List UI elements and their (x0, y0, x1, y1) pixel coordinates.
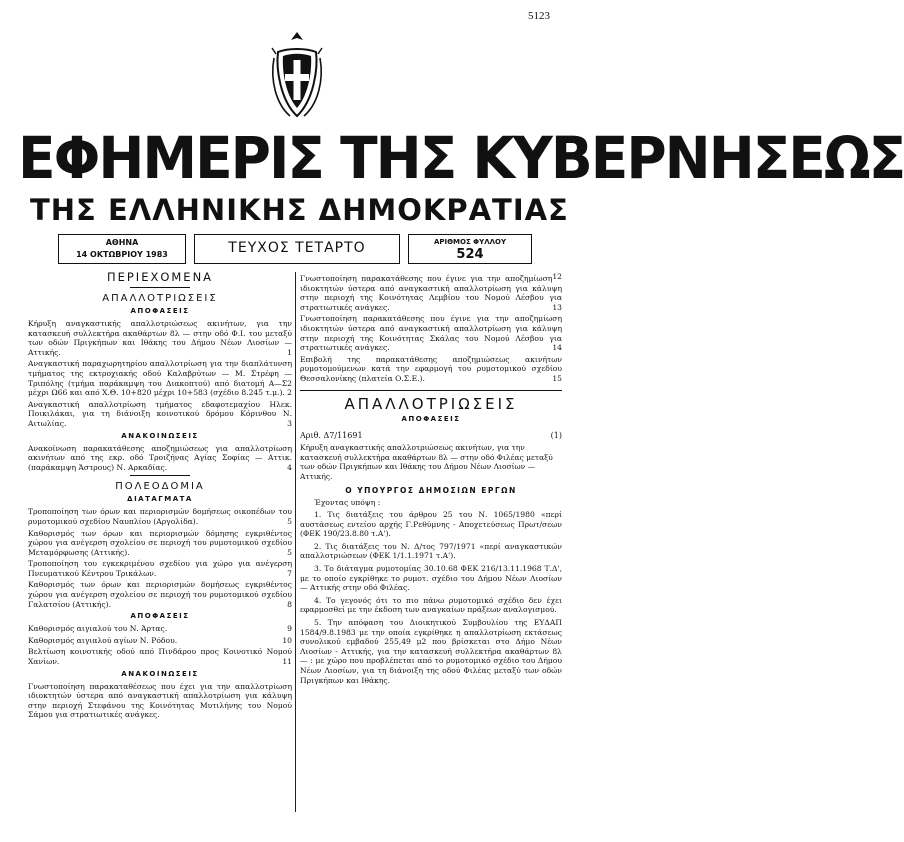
coat-of-arms-icon (270, 30, 324, 120)
contents-entry: Αναγκαστική απαλλοτρίωση τμήματος εδαφοτεμαχίου Ηλεκ. Ποικιλάκαι, για τη διάνοιξη κοινοτικού δρόμου Κόρινθου Ν. Αιτωλίας. 3 (28, 399, 292, 428)
page-ref: 9 (287, 624, 292, 634)
contents-entry: Γνωστοποίηση παρακατάθεσης που έγινε για την αποζημίωση ιδιοκτητών ύστερα από αναγκαστική απαλλοτρίωση για κάλυψη στην περιοχή της Κοινότητας Λεμβίου του Νομού Λέσβου για στρατιωτικές ανάγκες. 13 (300, 274, 562, 312)
page-ref: 8 (287, 599, 292, 609)
consideration-item: 4. Το γεγονός ότι το πιο πάνω ρυμοτομικό σχέδιο δεν έχει εφαρμοσθεί με την έκδοση των αναγκαίων πράξεων αναλογισμού. (300, 595, 562, 615)
decision-summary: Κήρυξη αναγκαστικής απαλλοτριώσεως ακινήτων, για την κατασκευή συλλεκτήρα ακαθάρτων 8λ — στην οδό Φιλέας μεταξύ των οδών Πριγκήπων και Ιθάκης του Δήμου Νέων Λιοσίων — Αττικής. (300, 443, 553, 481)
contents-entry: Ανακοίνωση παρακατάθεσης αποζημιώσεως για απαλλοτρίωση ακινήτων από της εκρ. οδό Τροιζήνας Αγίας Σοφίας — Αττικ. (παράκαμψη Άστρους) Ν. Αρκαδίας. 4 (28, 443, 292, 472)
divider (300, 390, 562, 391)
decision-reference (300, 431, 562, 441)
issue-label: ΤΕΥΧΟΣ ΤΕΤΑΡΤΟ (228, 240, 366, 256)
sheet-box (408, 234, 532, 264)
decision-number: Αριθ. Δ7/11691 (300, 430, 363, 440)
subsection-heading: ΑΠΟΦΑΣΕΙΣ (130, 612, 190, 621)
page-ref: 12 (552, 272, 562, 281)
consideration-item: 3. Το διάταγμα ρυμοτομίας 30.10.68 ΦΕΚ 216/13.11.1968 Τ.Δ', με το οποίο εγκρίθηκε το ρυμοτ. σχέδιο του Δήμου Νέων Λιοσίων — Αττικής στην οδό Φιλέας. (300, 564, 562, 593)
section-heading: ΠΟΛΕΟΔΟΜΙΑ (115, 481, 205, 493)
page-ref: 11 (282, 657, 292, 667)
date-box (58, 234, 186, 264)
authority-heading: Ο ΥΠΟΥΡΓΟΣ ΔΗΜΟΣΙΩΝ ΕΡΓΩΝ (345, 485, 517, 495)
contents-column (28, 270, 292, 722)
page-number: 5123 (528, 10, 550, 22)
divider (130, 287, 190, 288)
subsection-heading: ΑΠΟΦΑΣΕΙΣ (401, 414, 461, 423)
subsection-heading: ΑΝΑΚΟΙΝΩΣΕΙΣ (121, 669, 199, 678)
page-ref: 14 (552, 343, 562, 353)
subsection-heading: ΔΙΑΤΑΓΜΑΤΑ (127, 495, 193, 504)
divider (130, 475, 190, 476)
subsection-heading: ΑΠΟΦΑΣΕΙΣ (130, 307, 190, 315)
page-ref: 10 (282, 635, 292, 645)
contents-entry: Επιβολή της παρακατάθεσης αποζημιώσεως ακινήτων ρυμοτομούμενων κατά την εφαρμογή του ρυμοτομικού σχεδίου Θεσσαλονίκης (πλατεία Ο.Σ.Ε.). 15 (300, 354, 562, 383)
body-column (300, 272, 562, 688)
page-ref: 13 (552, 302, 562, 312)
page-ref: 4 (287, 462, 292, 472)
column-divider (295, 272, 296, 812)
page-ref: 5 (287, 547, 292, 557)
contents-entry: Καθορισμός των όρων και περιορισμών δόμησης εγκριθέντος χώρου για ανέγερση σχολείου σε περιοχή του ρυμοτομικού σχεδίου Μεταμόρφωσης (Αττικής). 5 (28, 528, 292, 557)
section-heading: ΑΠΑΛΛΟΤΡΙΩΣΕΙΣ (102, 293, 218, 304)
page-ref: 3 (287, 418, 292, 428)
contents-entry: Καθορισμός αιγιαλού αγίων Ν. Ρόδου. 10 (28, 635, 292, 645)
section-heading: ΑΠΑΛΛΟΤΡΙΩΣΕΙΣ (344, 394, 518, 413)
considerations-intro: Έχοντας υπόψη : (314, 497, 381, 507)
contents-entry: Καθορισμός των όρων και περιορισμών δομήσεως εγκριθέντος χώρου για ανέγερση σχολείου σε περιοχή του ρυμοτομικού σχεδίου Γαλατσίου (Αττικής). 8 (28, 580, 292, 609)
consideration-item: 1. Τις διατάξεις του άρθρου 25 του Ν. 1065/1980 «περί αυστάσεως εντείου αρχής Γ.Ρεθύμνης - Αποχετεύσεως Πρωτ/σεων (ΦΕΚ 190/23.8.80 τ.Α'). (300, 510, 562, 539)
page-ref: 2 (287, 388, 292, 398)
page-ref: 7 (287, 568, 292, 578)
subsection-heading: ΑΝΑΚΟΙΝΩΣΕΙΣ (121, 431, 199, 440)
contents-entry: Κήρυξη αναγκαστικής απαλλοτριώσεως ακινήτων, για την κατασκευή συλλεκτήρα ακαθάρτων 8λ — στην οδό Φ.Ι. του μεταξύ των οδών Πριγκήπων και Ιθάκης του Δήμου Νέων Λιοσίων — Αττικής. 1 (28, 319, 292, 357)
consideration-item: 5. Την απόφαση του Διοικητικού Συμβουλίου της ΕΥΔΑΠ 1584/9.8.1983 με την οποία εγκρίθηκε η απαλλοτρίωση εκτάσεως συνολικού εμβαδού 255,49 μ2 που βρίσκεται στο Δήμο Νέων Λιοσίων - Αττικής, για την κατασκευή συλλεκτήρα ακαθάρτων 8λ — : με χώρο που προβλέπεται από το ρυμοτομικό σχέδιο του Δήμου Νέων Λιοσίων, για τη διάνοιξη της οδού Φιλέας μεταξύ των οδών Πριγκήπων και Ιθάκης. (300, 618, 562, 685)
page-ref: 15 (552, 373, 562, 383)
gazette-title: ΕΦΗΜΕΡΙΣ ΤΗΣ ΚΥΒΕΡΝΗΣΕΩΣ (18, 124, 904, 192)
contents-heading: ΠΕΡΙΕΧΟΜΕΝΑ (106, 270, 214, 284)
city-label: ΑΘΗΝΑ (105, 238, 139, 247)
contents-entry: Γνωστοποίηση παρακατάθεσης που έγινε για την αποζημίωση ιδιοκτητών ύστερα από αναγκαστική απαλλοτρίωση για κάλυψη στην περιοχή της Κοινότητας Σκάλας του Νομού Λέσβου για στρατιωτικές ανάγκες. 14 (300, 314, 562, 353)
contents-entry: Βελτίωση κοινοτικής οδού από Πινδάρου προς Κοινοτικό Νομού Χανίων. 11 (28, 647, 292, 667)
contents-entry: Τροποποίηση του εγκεκριμένου σχεδίου για χώρο για ανέγερση Πνευματικού Κέντρου Τρικάλων. 7 (28, 559, 292, 578)
page-ref: 1 (287, 347, 292, 357)
sheet-number-label: ΑΡΙΘΜΟΣ ΦΥΛΛΟΥ (433, 238, 507, 246)
contents-entry: Τροποποίηση των όρων και περιορισμών δομήσεως οικοπέδων του ρυμοτομικού σχεδίου Ναυπλίου (Αργολίδα). 5 (28, 507, 292, 526)
gazette-subtitle: ΤΗΣ ΕΛΛΗΝΙΚΗΣ ΔΗΜΟΚΡΑΤΙΑΣ (30, 193, 569, 227)
contents-entry: Καθορισμός αιγιαλού του Ν. Άρτας. 9 (28, 624, 292, 634)
consideration-item: 2. Τις διατάξεις του Ν. Δ/τος 797/1971 «περί αναγκαστικών απαλλοτριώσεων (ΦΕΚ 1/1.1.1971 τ.Α'). (300, 541, 562, 561)
page-ref: 5 (287, 516, 292, 526)
issue-box (194, 234, 400, 264)
decision-index: (1) (550, 430, 562, 440)
contents-entry: Αναγκαστική παραχωρητηρίου απαλλοτρίωση για την διαπλάτυνση τμήματος της εκτροχιακής οδού Καλαβρύτων — Μ. Στρέφη — Τριπόλης (τμήμα παράκαμψη του Διακοπτού) από διατομή Α—Σ2 μέχρι Ω66 και από Χ.Θ. 10+820 μέχρι 10+583 (σχέδιο 8.245 τ.μ.). 2 (28, 359, 292, 398)
contents-entry: Γνωστοποίηση παρακαταθέσεως που έχει για την απαλλοτρίωση ιδιοκτητών ύστερα από αναγκαστική απαλλοτρίωση για κάλυψη στην περιοχή Στεφάνου της Κοινότητας Μυτιλήνης του Νομού Σάμου για στρατιωτικές ανάγκες. (28, 681, 292, 720)
issue-date: 14 ΟΚΤΩΒΡΙΟΥ 1983 (76, 250, 168, 259)
sheet-number: 524 (456, 247, 484, 262)
